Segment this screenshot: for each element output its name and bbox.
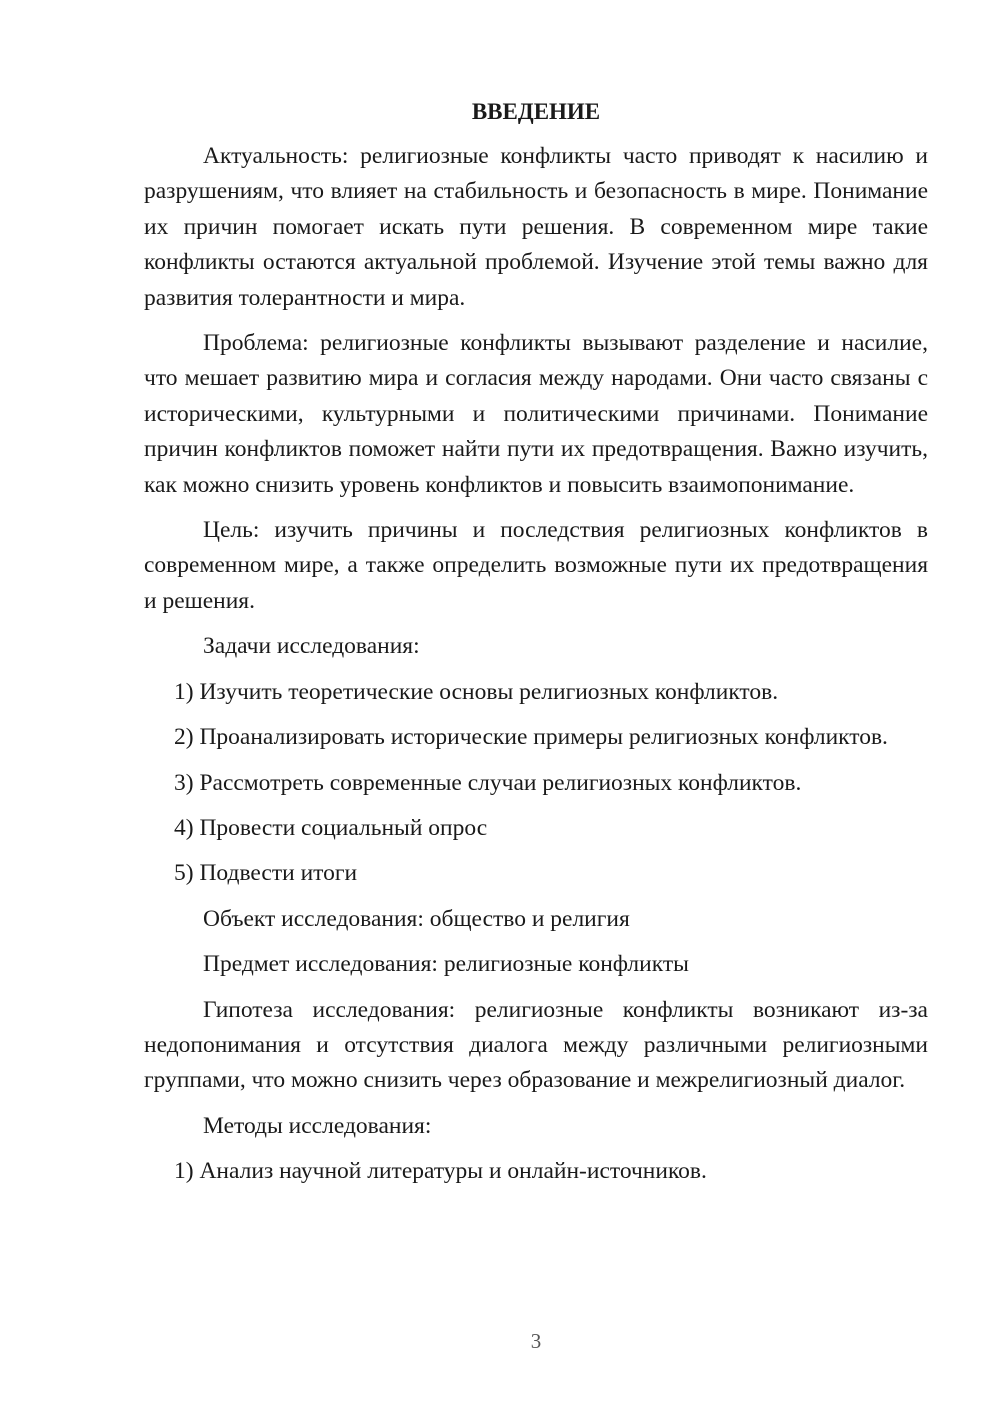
- page-content: [144, 94, 928, 1200]
- problem-paragraph: Проблема: религиозные конфликты вызывают разделение и насилие, что мешает развитию мира и согласия между народами. Они часто связаны с историческими, культурными и политическими причинами. Понимание причин конфликтов поможет найти пути их предотвращения. Важно изучить, как можно снизить уровень конфликтов и повысить взаимопонимание.: [144, 330, 928, 498]
- task-item-3: 3) Рассмотреть современные случаи религиозных конфликтов.: [174, 769, 802, 796]
- methods-heading: Методы исследования:: [203, 1112, 432, 1139]
- relevance-paragraph: Актуальность: религиозные конфликты часто приводят к насилию и разрушениям, что влияет на стабильность и безопасность в мире. Понимание их причин помогает искать пути решения. В современном мире такие конфликты остаются актуальной проблемой. Изучение этой темы важно для развития толерантности и мира.: [144, 143, 928, 311]
- goal-paragraph: Цель: изучить причины и последствия религиозных конфликтов в современном мире, а также определить возможные пути их предотвращения и решения.: [144, 517, 928, 614]
- task-item-1: 1) Изучить теоретические основы религиозных конфликтов.: [174, 678, 779, 705]
- page-title: ВВЕДЕНИЕ: [471, 99, 601, 124]
- research-subject: Предмет исследования: религиозные конфликты: [203, 951, 689, 978]
- task-item-5: 5) Подвести итоги: [174, 860, 358, 887]
- research-object: Объект исследования: общество и религия: [203, 905, 630, 932]
- hypothesis-paragraph: Гипотеза исследования: религиозные конфликты возникают из-за недопонимания и отсутствия диалога между различными религиозными группами, что можно снизить через образование и межрелигиозный диалог.: [144, 996, 928, 1094]
- tasks-heading: Задачи исследования:: [203, 633, 420, 660]
- task-item-2: 2) Проанализировать исторические примеры религиозных конфликтов.: [174, 724, 888, 751]
- method-item-1: 1) Анализ научной литературы и онлайн-источников.: [174, 1158, 707, 1185]
- task-item-4: 4) Провести социальный опрос: [174, 814, 488, 841]
- page-number: 3: [530, 1329, 542, 1353]
